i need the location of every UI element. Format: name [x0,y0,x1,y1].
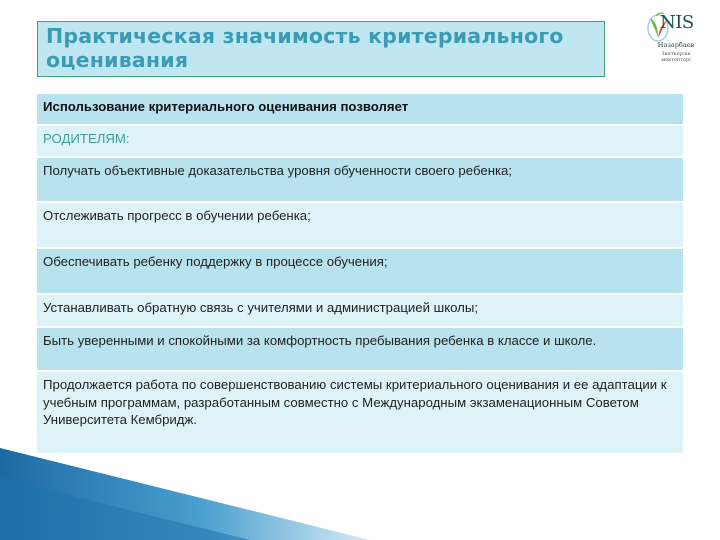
table-row-audience: РОДИТЕЛЯМ: [37,126,683,158]
slide-title: Практическая значимость критериального оценивания [46,24,564,72]
table-header-row: Использование критериального оценивания позволяет [37,94,683,126]
nis-logo [644,8,706,74]
logo-brand: NIS [660,12,694,33]
table-row: Отслеживать прогресс в обучении ребенка; [37,203,683,249]
table-row: Быть уверенными и спокойными за комфортность пребывания ребенка в классе и школе. [37,328,683,372]
slide-title-box [37,21,605,77]
content-table [37,93,683,455]
logo-line2: Зияткерлік мектептері [661,51,691,63]
logo-line1: Назарбаев [657,41,695,49]
table-row: Продолжается работа по совершенствованию системы критериального оценивания и ее адаптации к учебным программам, разработанным совместно с Международным экзаменационным Советом Университета Кембридж. [37,372,683,455]
table-row: Устанавливать обратную связь с учителями и администрацией школы; [37,295,683,328]
table-row: Обеспечивать ребенку поддержку в процессе обучения; [37,249,683,295]
table-row: Получать объективные доказательства уровня обученности своего ребенка; [37,158,683,203]
decorative-corner-wedge [0,448,380,540]
